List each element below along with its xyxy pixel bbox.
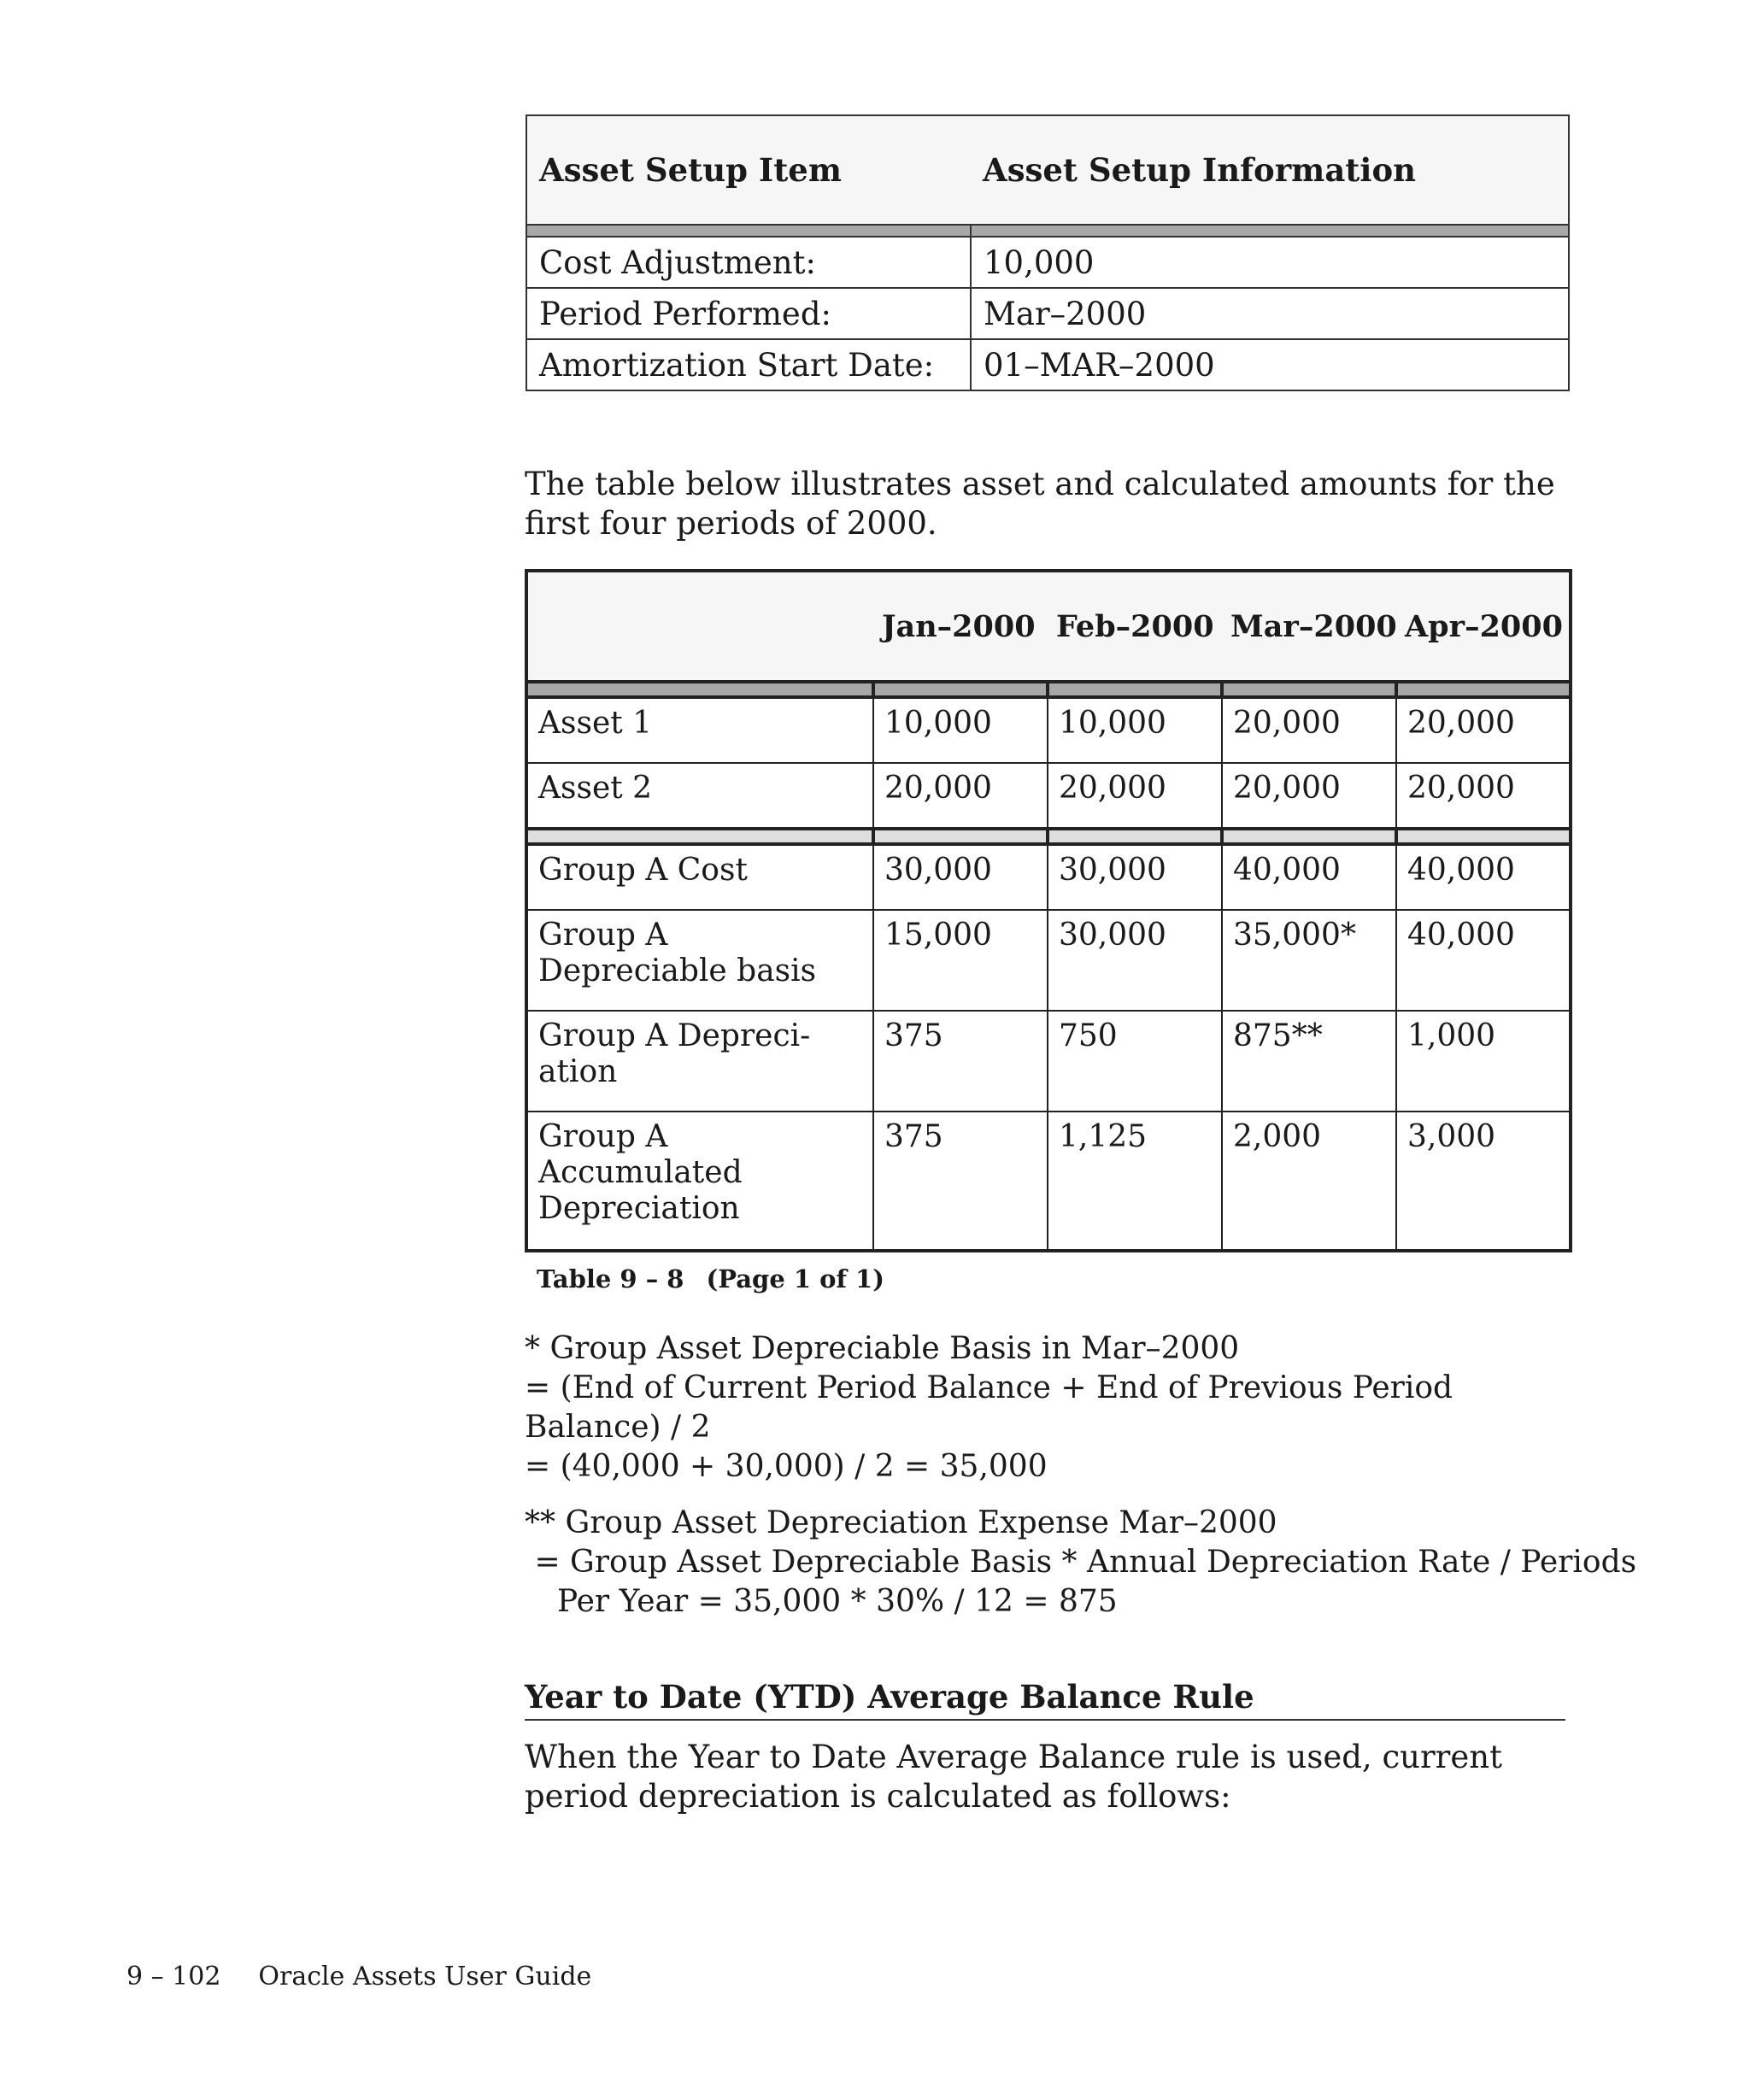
header-blank xyxy=(526,571,873,682)
setup-header-information: Asset Setup Information xyxy=(971,115,1569,225)
header-apr-2000: Apr–2000 xyxy=(1396,571,1571,682)
setup-header-item: Asset Setup Item xyxy=(526,115,971,225)
cell-value: 375 xyxy=(873,1112,1048,1251)
table-row xyxy=(526,1112,1571,1251)
page-footer xyxy=(126,1962,591,1991)
cell-value: 1,125 xyxy=(1048,1112,1222,1251)
page-number: 9 – 102 xyxy=(126,1962,221,1991)
note-1-line-1: * Group Asset Depreciable Basis in Mar–2000 xyxy=(525,1331,1240,1366)
cell-value: 30,000 xyxy=(1048,844,1222,910)
caption-page: (Page 1 of 1) xyxy=(706,1264,884,1293)
note-2-line-3: Per Year = 35,000 * 30% / 12 = 875 xyxy=(557,1584,1118,1619)
setup-header-separator xyxy=(526,225,1569,237)
cell-value: 375 xyxy=(873,1011,1048,1112)
header-separator xyxy=(526,682,1571,697)
cell-value: 30,000 xyxy=(873,844,1048,910)
note-1-line-3: = (40,000 + 30,000) / 2 = 35,000 xyxy=(525,1449,1048,1484)
page-content xyxy=(525,114,1637,1848)
setup-item-cell: Period Performed: xyxy=(526,288,971,339)
cell-value: 20,000 xyxy=(1396,697,1571,763)
header-jan-2000: Jan–2000 xyxy=(873,571,1048,682)
table-row xyxy=(526,288,1569,339)
table-caption xyxy=(537,1264,1571,1293)
section-body: When the Year to Date Average Balance rule is used, current period depreciation is calculated as follows: xyxy=(525,1739,1502,1815)
table-row xyxy=(526,1011,1571,1112)
row-label: Group A Depreci- ation xyxy=(526,1011,873,1112)
setup-table-header xyxy=(526,115,1569,225)
guide-title: Oracle Assets User Guide xyxy=(258,1962,592,1991)
cell-value: 40,000 xyxy=(1396,910,1571,1011)
cell-value: 1,000 xyxy=(1396,1011,1571,1112)
setup-value-cell: Mar–2000 xyxy=(971,288,1569,339)
cell-value: 20,000 xyxy=(873,763,1048,829)
asset-setup-table xyxy=(526,114,1570,391)
table-row xyxy=(526,697,1571,763)
cell-value: 10,000 xyxy=(873,697,1048,763)
section-heading: Year to Date (YTD) Average Balance Rule xyxy=(525,1678,1565,1721)
footnotes xyxy=(525,1329,1637,1622)
row-label: Group A Accumulated Depreciation xyxy=(526,1112,873,1251)
cell-value: 35,000* xyxy=(1222,910,1396,1011)
cell-value: 40,000 xyxy=(1396,844,1571,910)
header-feb-2000: Feb–2000 xyxy=(1048,571,1222,682)
row-label: Group A Depreciable basis xyxy=(526,910,873,1011)
row-label: Asset 1 xyxy=(526,697,873,763)
table-row xyxy=(526,910,1571,1011)
cell-value: 750 xyxy=(1048,1011,1222,1112)
note-2-line-1: ** Group Asset Depreciation Expense Mar–2000 xyxy=(525,1505,1277,1540)
row-label: Asset 2 xyxy=(526,763,873,829)
setup-value-cell: 01–MAR–2000 xyxy=(971,339,1569,390)
setup-value-cell: 10,000 xyxy=(971,237,1569,288)
cell-value: 40,000 xyxy=(1222,844,1396,910)
table-row xyxy=(526,237,1569,288)
header-mar-2000: Mar–2000 xyxy=(1222,571,1396,682)
cell-value: 2,000 xyxy=(1222,1112,1396,1251)
cell-value: 20,000 xyxy=(1222,763,1396,829)
cell-value: 30,000 xyxy=(1048,910,1222,1011)
setup-item-cell: Amortization Start Date: xyxy=(526,339,971,390)
note-1-line-2: = (End of Current Period Balance + End of Previous Period Balance) / 2 xyxy=(525,1370,1453,1445)
table-row xyxy=(526,763,1571,829)
setup-item-cell: Cost Adjustment: xyxy=(526,237,971,288)
cell-value: 3,000 xyxy=(1396,1112,1571,1251)
amounts-table-header xyxy=(526,571,1571,682)
row-label: Group A Cost xyxy=(526,844,873,910)
cell-value: 10,000 xyxy=(1048,697,1222,763)
cell-value: 875** xyxy=(1222,1011,1396,1112)
intro-paragraph: The table below illustrates asset and calculated amounts for the first four periods of 2000. xyxy=(525,466,1555,542)
table-row xyxy=(526,339,1569,390)
note-2-line-2: = Group Asset Depreciable Basis * Annual Depreciation Rate / Periods xyxy=(525,1545,1637,1580)
period-amounts-table xyxy=(525,569,1572,1252)
caption-label: Table 9 – 8 xyxy=(537,1264,684,1293)
group-separator xyxy=(526,829,1571,844)
cell-value: 15,000 xyxy=(873,910,1048,1011)
cell-value: 20,000 xyxy=(1048,763,1222,829)
cell-value: 20,000 xyxy=(1222,697,1396,763)
table-row xyxy=(526,844,1571,910)
cell-value: 20,000 xyxy=(1396,763,1571,829)
